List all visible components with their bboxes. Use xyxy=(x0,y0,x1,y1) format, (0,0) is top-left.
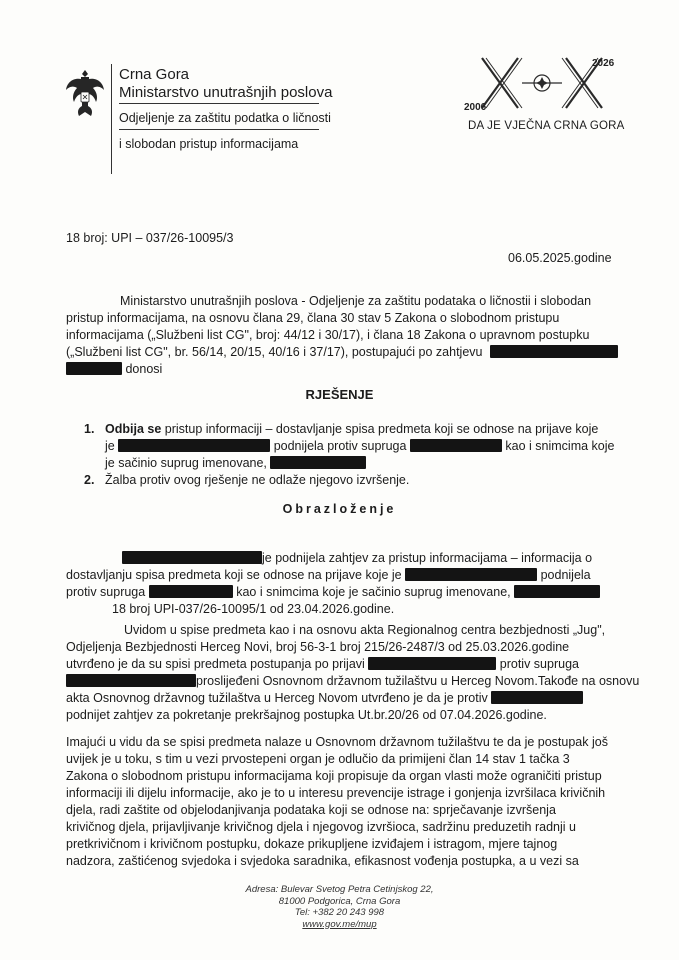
reasoning-paragraph-3 xyxy=(66,734,626,870)
text-line: Ministarstvo unutrašnjih poslova - Odjeljenje za zaštitu podataka o ličnostii i slobodan xyxy=(120,294,592,308)
document-number: 18 broj: UPI – 037/26-10095/3 xyxy=(66,231,234,245)
decision-item-1: Odbija se pristup informaciji – dostavljanje spisa predmeta koji se odnose na prijave koje je podnijela protiv supruga kao i snimcima koje je sačinio suprug imenovane, xyxy=(105,422,615,470)
intro-paragraph xyxy=(120,293,610,310)
text-line: Imajući u vidu da se spisi predmeta nalaze u Osnovnom državnom tužilaštvu te da je postupak još xyxy=(66,735,608,749)
anniversary-logo xyxy=(462,50,622,118)
redaction xyxy=(491,691,583,704)
address-line: Adresa: Bulevar Svetog Petra Cetinjskog 22, xyxy=(245,884,434,895)
text-line: informacijama („Službeni list CG", broj: 44/12 i 30/17), i člana 18 Zakona o upravnom postupku xyxy=(66,328,590,342)
redaction xyxy=(405,568,537,581)
redaction xyxy=(514,585,600,598)
reasoning-paragraph-2: Uvidom u spise predmeta kao i na osnovu akta Regionalnog centra bezbjednosti „Jug", Odjeljenja Bezbjednosti Herceg Novi, broj 56-3-1 broj 215/26-2487/3 od 25.03.2026.godine utvrđeno je da su spisi predmeta postupanja po prijavi protiv supruga proslijeđeni Osnovnom državnom tužilaštvu u Herceg Novom.Takođe na osnovu akta Osnovnog državnog tužilaštva u Herceg Novom utvrđeno je da je protiv podnijet zahtjev za pokretanje prekršajnog postupka Ut.br.20/26 od 07.04.2026.godine. xyxy=(66,623,640,722)
redaction xyxy=(66,674,196,687)
letterhead xyxy=(0,0,679,200)
header-rule xyxy=(119,103,319,104)
redaction xyxy=(270,456,366,469)
decision-title: RJEŠENJE xyxy=(305,387,374,402)
intro-paragraph-cont xyxy=(66,310,616,378)
redaction xyxy=(368,657,496,670)
text-line: pristup informacijama, na osnovu člana 29, člana 30 stav 5 Zakona o slobodnom pristupu xyxy=(66,311,560,325)
text-line: uvijek je u toku, s tim u vezi prvostepeni organ je odlučio da primijeni član 14 stav 1 tačka 3 xyxy=(66,752,570,766)
reasoning-title: Obrazloženje xyxy=(282,502,397,516)
redaction xyxy=(66,362,122,375)
website-link[interactable]: www.gov.me/mup xyxy=(302,918,377,930)
redaction xyxy=(490,345,618,358)
redaction xyxy=(122,551,262,564)
decision-item-2: Žalba protiv ovog rješenje ne odlaže njegovo izvršenje. xyxy=(105,473,410,487)
footer-address xyxy=(0,884,679,930)
department-name-cont: i slobodan pristup informacijama xyxy=(119,137,299,151)
text-line: donosi xyxy=(66,361,616,378)
address-line: 81000 Podgorica, Crna Gora xyxy=(278,895,401,907)
list-item: 2. xyxy=(84,473,95,487)
reasoning-paragraph-1: je podnijela zahtjev za pristup informacijama – informacija o dostavljanju spisa predmeta koji se odnose na prijave koje je podnijela protiv supruga kao i snimcima koje je sačinio suprug imenovane, 18 broj UPI-037/26-10095/1 od 23.04.2026.godine. xyxy=(66,550,626,618)
text-line: krivičnog djela, prijavljivanje krivičnog djela i njegovog izvršioca, sadržinu preduzetih radnji u xyxy=(66,820,576,834)
country-name: Crna Gora xyxy=(119,66,190,83)
motto: DA JE VJEČNA CRNA GORA xyxy=(468,120,625,132)
redaction xyxy=(118,439,270,452)
redaction xyxy=(149,585,233,598)
phone-line: Tel: +382 20 243 998 xyxy=(294,907,385,918)
text-line: pretkrivičnom i krivičnom postupku, dokaze prikupljene izviđajem i istragom, mjere tajnog xyxy=(66,837,558,851)
header-rule xyxy=(119,129,319,130)
text-line: informaciji ili dijelu informacije, ako je to u interesu prevencije istrage i gonjenja izvršilaca krivičnih xyxy=(66,786,606,800)
coat-of-arms-icon xyxy=(64,66,106,120)
text-line: („Službeni list CG", br. 56/14, 20/15, 40/16 i 37/17), postupajući po zahtjevu xyxy=(66,344,616,361)
text-line: djela, radi zaštite od objelodanjivanja podataka koji se odnose na: sprječavanje izvršenja xyxy=(66,803,556,817)
header-divider xyxy=(111,64,112,174)
logo-year-left: 2006 xyxy=(464,102,487,113)
text-line: nadzora, zaštićenog svjedoka i svjedoka saradnika, efikasnost vođenja postupka, a u vezi sa xyxy=(66,854,579,868)
logo-year-right: 2026 xyxy=(592,58,615,69)
department-name: Odjeljenje za zaštitu podatka o ličnosti xyxy=(119,111,331,125)
ministry-name: Ministarstvo unutrašnjih poslova xyxy=(119,84,333,101)
document-date: 06.05.2025.godine xyxy=(508,251,612,265)
list-item: 1. xyxy=(84,422,95,436)
redaction xyxy=(410,439,502,452)
text-line: Zakona o slobodnom pristupu informacijama koji propisuje da organ vlasti može ograničiti pristup xyxy=(66,769,602,783)
